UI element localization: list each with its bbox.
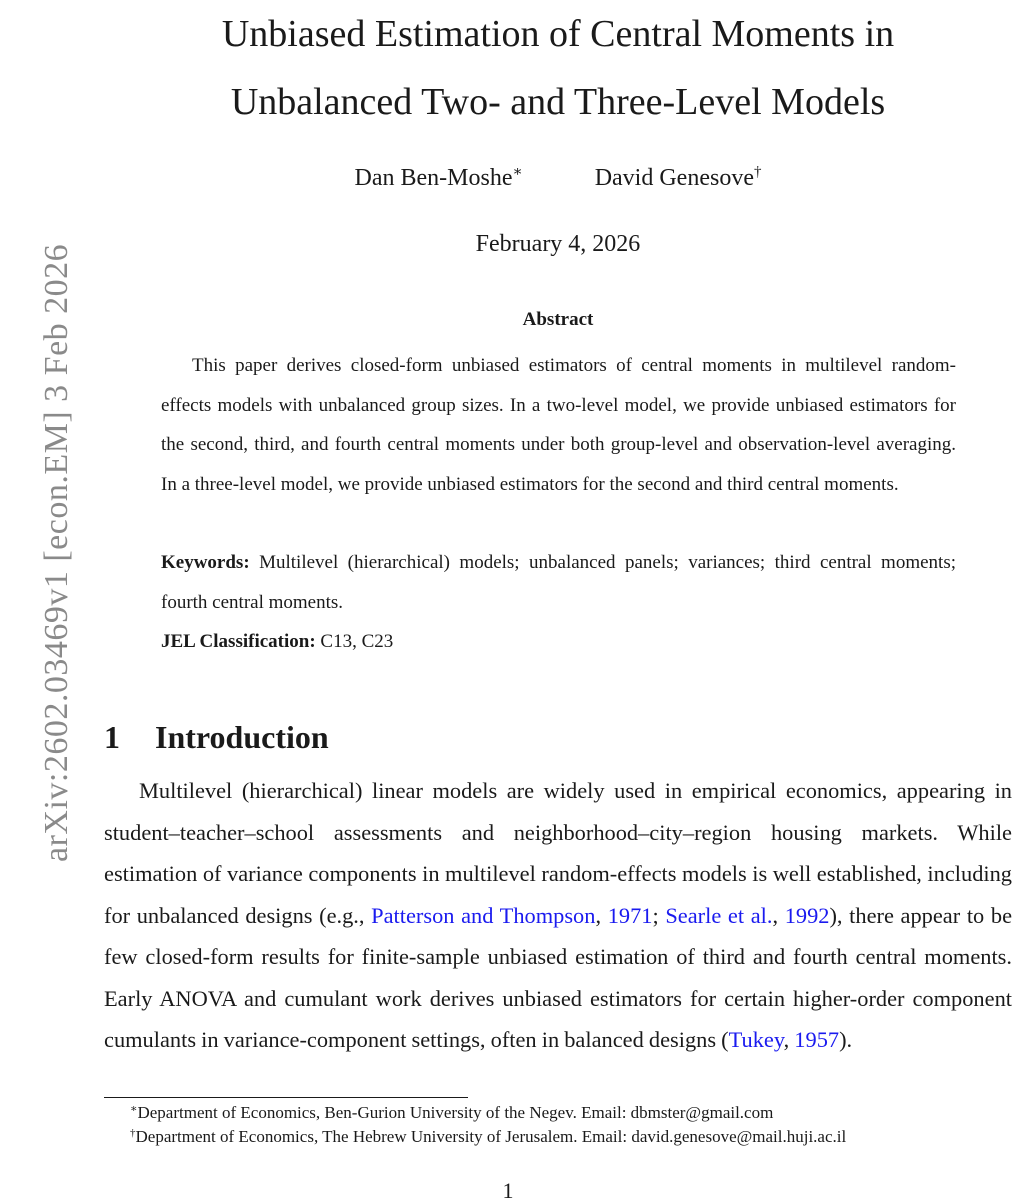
section-title: Introduction — [155, 719, 329, 755]
footnote — [104, 1125, 1004, 1149]
keywords-label: Keywords: — [161, 552, 250, 573]
jel-codes: C13, C23 — [320, 631, 394, 652]
footnote — [104, 1101, 1004, 1125]
arxiv-sidebar — [0, 0, 75, 870]
footnote-text: Department of Economics, Ben-Gurion University of the Negev. Email: dbmster@gmail.com — [137, 1103, 774, 1122]
abstract-heading: Abstract — [522, 309, 594, 330]
citation-link[interactable]: Tukey — [728, 1027, 784, 1052]
citation-link[interactable]: Searle et al. — [665, 902, 773, 928]
citation-year-link[interactable]: 1957 — [794, 1027, 840, 1052]
arxiv-stamp: arXiv:2602.03469v1 [econ.EM] 3 Feb 2026 — [38, 243, 75, 862]
jel-label: JEL Classification: — [161, 631, 316, 652]
author-name: David Genesove — [594, 165, 754, 191]
paper-date: February 4, 2026 — [475, 231, 641, 257]
title-line-2: Unbalanced Two- and Three-Level Models — [230, 81, 886, 123]
footnote-mark: † — [130, 1127, 136, 1139]
footnote-rule — [104, 1097, 468, 1098]
citation-year-link[interactable]: 1992 — [784, 902, 830, 928]
keywords-text: Multilevel (hierarchical) models; unbalanced panels; variances; third central moments; fourth central moments. — [161, 552, 957, 613]
citation-year-link[interactable]: 1971 — [607, 902, 653, 928]
citation-link[interactable]: Patterson and Thompson — [371, 902, 596, 928]
author-footnote-mark[interactable]: ∗ — [512, 164, 523, 180]
author-list — [100, 160, 1016, 196]
author-name: Dan Ben-Moshe — [354, 165, 513, 191]
abstract-text: This paper derives closed-form unbiased estimators of central moments in multilevel random-effects models with unbalanced group sizes. In a two-level model, we provide unbiased estimators for the second, third, and fourth central moments under both group-level and observation-level averaging. In a three-level model, we provide unbiased estimators for the second and third central moments. — [161, 355, 956, 495]
intro-paragraph: Multilevel (hierarchical) linear models are widely used in empirical economics, appearing in student–teacher–school assessments and neighborhood–city–region housing markets. While estimation of variance components in multilevel random-effects models is well established, including for unbalanced designs (e.g., Patterson and Thompson, 1971; Searle et al., 1992), there appear to be few closed-form results for finite-sample unbiased estimation of third and fourth central moments. Early ANOVA and cumulant work derives unbiased estimators for certain higher-order component cumulants in variance-component settings, often in balanced designs (Tukey, 1957). — [104, 778, 1013, 1052]
author-footnote-mark[interactable]: † — [753, 164, 762, 180]
intro-text: ), there appear to be few closed-form results for finite-sample unbiased estimation of third and fourth central moments. Early ANOVA and cumulant work derives unbiased estimators for certain higher-order component cumulants in variance-component settings, often in balanced designs ( — [104, 902, 1013, 1052]
page-number: 1 — [502, 1178, 514, 1203]
intro-text: Multilevel (hierarchical) linear models are widely used in empirical economics, appearing in student–teacher–school assessments and neighborhood–city–region housing markets. While estimation of variance components in multilevel random-effects models is well established, including for unbalanced designs (e.g., — [104, 778, 1012, 928]
abstract-body — [161, 346, 956, 504]
keywords-paragraph — [161, 543, 956, 622]
footnote-mark: ∗ — [130, 1103, 138, 1115]
section-heading — [104, 712, 329, 762]
intro-text: ). — [839, 1027, 853, 1052]
jel-paragraph — [161, 622, 956, 662]
section-number: 1 — [104, 719, 120, 755]
footnote-text: Department of Economics, The Hebrew University of Jerusalem. Email: david.genesove@mail.huji.ac.il — [135, 1127, 847, 1146]
title-line-1: Unbiased Estimation of Central Moments in — [221, 13, 895, 55]
paper-title — [100, 0, 1016, 136]
